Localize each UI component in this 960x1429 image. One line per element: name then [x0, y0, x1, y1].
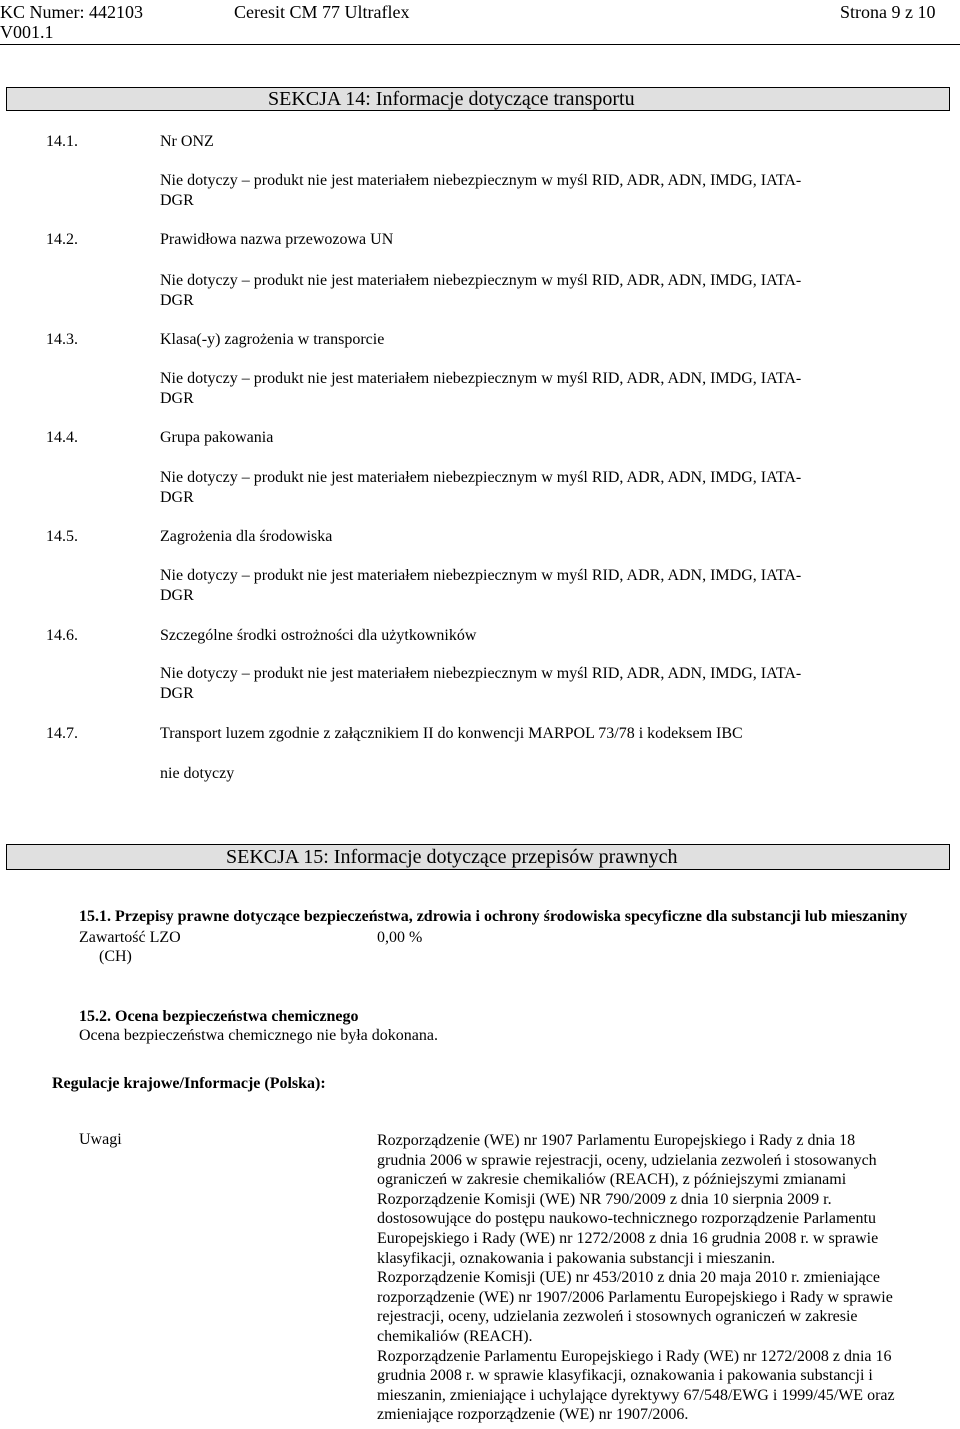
remarks-line: Rozporządzenie (WE) nr 1907 Parlamentu Europejskiego i Rady z dnia 18	[377, 1132, 856, 1149]
lzo-label-suffix: (CH)	[99, 948, 132, 965]
kc-number: KC Numer: 442103	[0, 2, 143, 22]
item-number: 14.4.	[46, 429, 78, 446]
item-number: 14.1.	[46, 133, 78, 150]
s15-2-text: Ocena bezpieczeństwa chemicznego nie była dokonana.	[79, 1027, 438, 1044]
item-title: Prawidłowa nazwa przewozowa UN	[160, 231, 394, 248]
item-text-line2: DGR	[160, 192, 194, 209]
remarks-line: zmieniające rozporządzenie (WE) nr 1907/2006.	[377, 1406, 689, 1424]
item-text-line1: Nie dotyczy – produkt nie jest materiałem niebezpiecznym w myśl RID, ADR, ADN, IMDG, IATA-	[160, 272, 802, 289]
lzo-label: Zawartość LZO	[79, 929, 181, 946]
item-number: 14.7.	[46, 725, 78, 742]
item-text-line2: DGR	[160, 390, 194, 407]
item-text-line1: Nie dotyczy – produkt nie jest materiałem niebezpiecznym w myśl RID, ADR, ADN, IMDG, IATA-	[160, 567, 802, 584]
item-text-line2: DGR	[160, 292, 194, 309]
remarks-line: ograniczeń w zakresie chemikaliów (REACH), z późniejszymi zmianami	[377, 1171, 847, 1189]
remarks-line: rozporządzenie (WE) nr 1907/2006 Parlamentu Europejskiego i Rady w sprawie	[377, 1288, 893, 1306]
national-regulations-title: Regulacje krajowe/Informacje (Polska):	[52, 1075, 326, 1092]
remarks-line: Rozporządzenie Parlamentu Europejskiego i Rady (WE) nr 1272/2008 z dnia 16	[377, 1347, 892, 1365]
item-title: Klasa(-y) zagrożenia w transporcie	[160, 331, 385, 348]
s15-1-title: 15.1. Przepisy prawne dotyczące bezpieczeństwa, zdrowia i ochrony środowiska specyficzne dla substancji lub mieszaniny	[79, 908, 908, 925]
remarks-line: dostosowujące do postępu naukowo-technicznego rozporządzenie Parlamentu	[377, 1210, 876, 1228]
remarks-line: Rozporządzenie Komisji (UE) nr 453/2010 z dnia 20 maja 2010 r. zmieniające	[377, 1269, 880, 1287]
page-number: Strona 9 z 10	[840, 2, 936, 22]
remarks-line: rejestracji, oceny, udzielania zezwoleń i stosownych ograniczeń w zakresie	[377, 1308, 858, 1326]
item-number: 14.3.	[46, 331, 78, 348]
remarks-line: chemikaliów (REACH).	[377, 1327, 533, 1345]
item-text-line1: Nie dotyczy – produkt nie jest materiałem niebezpiecznym w myśl RID, ADR, ADN, IMDG, IATA-	[160, 469, 802, 486]
item-number: 14.6.	[46, 627, 78, 644]
remarks-line: grudnia 2008 r. w sprawie klasyfikacji, oznakowania i pakowania substancji i	[377, 1367, 873, 1385]
item-text-line1: Nie dotyczy – produkt nie jest materiałem niebezpiecznym w myśl RID, ADR, ADN, IMDG, IATA-	[160, 370, 802, 387]
remarks-text	[377, 1131, 895, 1425]
version: V001.1	[0, 22, 54, 42]
item-number: 14.2.	[46, 231, 78, 248]
lzo-value: 0,00 %	[377, 929, 423, 946]
remarks-line: Rozporządzenie Komisji (WE) NR 790/2009 z dnia 10 sierpnia 2009 r.	[377, 1190, 832, 1208]
header-divider	[0, 44, 960, 45]
item-text-line2: DGR	[160, 587, 194, 604]
remarks-line: Europejskiego i Rady (WE) nr 1272/2008 z dnia 16 grudnia 2008 r. w sprawie	[377, 1229, 879, 1247]
item-title: Transport luzem zgodnie z załącznikiem II do konwencji MARPOL 73/78 i kodeksem IBC	[160, 725, 743, 742]
product-name: Ceresit CM 77 Ultraflex	[234, 2, 410, 22]
item-title: Szczególne środki ostrożności dla użytkowników	[160, 627, 477, 644]
remarks-line: grudnia 2006 w sprawie rejestracji, oceny, udzielania zezwoleń i stosowanych	[377, 1151, 877, 1169]
item-text-line2: DGR	[160, 685, 194, 702]
item-title: Zagrożenia dla środowiska	[160, 528, 333, 545]
item-text-line1: Nie dotyczy – produkt nie jest materiałem niebezpiecznym w myśl RID, ADR, ADN, IMDG, IATA-	[160, 172, 802, 189]
item-text-line2: DGR	[160, 489, 194, 506]
item-title: Nr ONZ	[160, 133, 214, 150]
item-text-line1: nie dotyczy	[160, 765, 235, 782]
remarks-label: Uwagi	[79, 1131, 122, 1148]
section-14-title: SEKCJA 14: Informacje dotyczące transportu	[268, 88, 635, 110]
item-title: Grupa pakowania	[160, 429, 274, 446]
s15-2-title: 15.2. Ocena bezpieczeństwa chemicznego	[79, 1008, 359, 1025]
remarks-line: klasyfikacji, oznakowania i pakowania substancji i mieszanin.	[377, 1249, 776, 1267]
remarks-line: mieszanin, zmieniające i uchylające dyrektywy 67/548/EWG i 1999/45/WE oraz	[377, 1386, 895, 1404]
section-15-title: SEKCJA 15: Informacje dotyczące przepisów prawnych	[226, 846, 678, 868]
item-number: 14.5.	[46, 528, 78, 545]
item-text-line1: Nie dotyczy – produkt nie jest materiałem niebezpiecznym w myśl RID, ADR, ADN, IMDG, IATA-	[160, 665, 802, 682]
